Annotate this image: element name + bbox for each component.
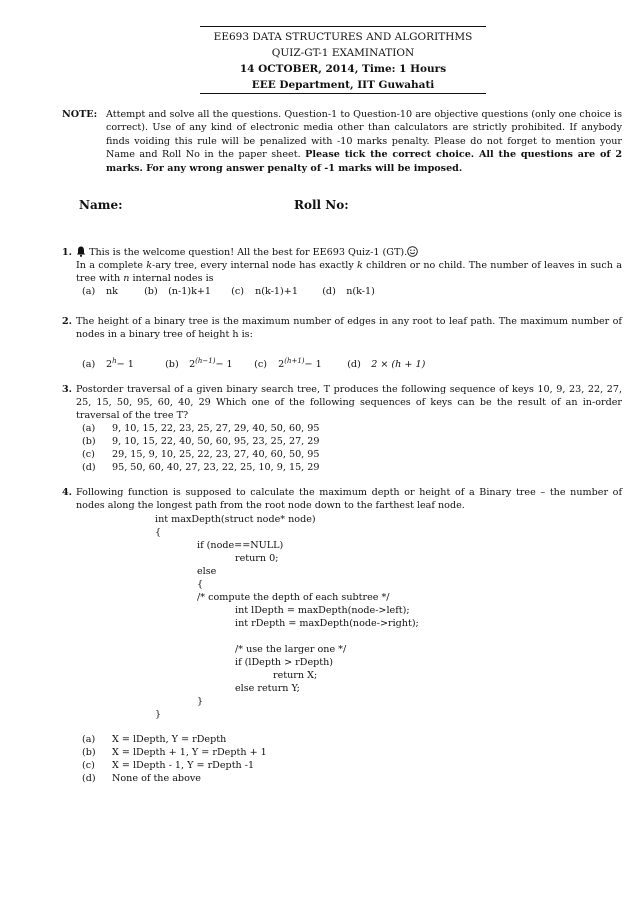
- question-1: [62, 246, 622, 298]
- option-text[interactable]: $2^{(h+1)}- 1$: [278, 357, 322, 371]
- option-label: (d): [82, 773, 96, 784]
- q1-text-part1: In a complete: [76, 260, 147, 271]
- code-line: {: [197, 579, 204, 590]
- option-label: (c): [82, 760, 95, 771]
- question-text: [76, 246, 622, 285]
- department: EEE Department, IIT Guwahati: [251, 79, 435, 91]
- question-4: [62, 486, 622, 512]
- code-line: }: [155, 709, 162, 720]
- list-item[interactable]: [82, 435, 622, 448]
- list-item[interactable]: [82, 772, 622, 785]
- note-text: Attempt and solve all the questions. Question-1 to Question-10 are objective questions (only one choice is correct). Use of any kind of electronic media other than calculators are strictly prohibited. If anybody finds voiding this rule will be penalized with -10 marks penalty. Please do not forget to mention your Name and Roll No in the paper sheet.: [106, 109, 622, 161]
- question-text: Following function is supposed to calculate the maximum depth or height of a Binary tree – the number of nodes along the longest path from the root node down to the farthest leaf node.: [76, 487, 622, 511]
- code-line: {: [155, 527, 162, 538]
- note-label: NOTE:: [62, 109, 98, 120]
- option-text[interactable]: n(k-1)+1: [255, 286, 298, 297]
- bell-icon: [76, 247, 86, 258]
- code-line: return 0;: [235, 553, 279, 564]
- q2-options: [82, 355, 622, 371]
- option-text: X = lDepth + 1, Y = rDepth + 1: [112, 747, 267, 758]
- q1-var-k2: k: [357, 260, 363, 271]
- list-item[interactable]: [82, 746, 622, 759]
- code-line: int rDepth = maxDepth(node->right);: [235, 618, 419, 629]
- question-number: 3.: [62, 384, 73, 395]
- option-label: (a): [82, 359, 96, 371]
- list-item[interactable]: [82, 733, 622, 746]
- option-label: (d): [347, 359, 361, 371]
- code-line: int maxDepth(struct node* node): [155, 514, 316, 525]
- option-text: X = lDepth, Y = rDepth: [112, 734, 227, 745]
- question-text: The height of a binary tree is the maximum number of edges in any root to leaf path. The maximum number of nodes in a binary tree of height h is:: [76, 316, 622, 340]
- question-text: Postorder traversal of a given binary search tree, T produces the following sequence of keys 10, 9, 23, 22, 27, 25, 15, 50, 95, 60, 40, 29 Which one of the following sequences of keys can be the result of an in-order traversal of the tree T?: [76, 384, 622, 421]
- option-text[interactable]: 2 × (h + 1): [371, 359, 426, 371]
- code-line: /* compute the depth of each subtree */: [197, 592, 390, 603]
- list-item[interactable]: [82, 759, 622, 772]
- code-line: else: [197, 566, 217, 577]
- option-label: (c): [254, 359, 267, 371]
- exam-date: 14 OCTOBER, 2014, Time: 1 Hours: [239, 63, 447, 75]
- q3-options: [82, 422, 622, 474]
- q1-text-part2: -ary tree, every internal node has exactly: [152, 260, 358, 271]
- question-number: 1.: [62, 247, 73, 258]
- option-text: None of the above: [112, 773, 201, 784]
- code-line: }: [197, 696, 204, 707]
- note-bold-text: Please tick the correct choice. All the questions are of 2 marks. For any wrong answer penalty of -1 marks will be imposed.: [106, 149, 622, 174]
- option-text: 95, 50, 60, 40, 27, 23, 22, 25, 10, 9, 15, 29: [112, 462, 320, 473]
- code-line: return X;: [273, 670, 318, 681]
- option-text[interactable]: (n-1)k+1: [168, 286, 212, 297]
- q4-options-block: [62, 733, 622, 785]
- code-line: /* use the larger one */: [235, 644, 347, 655]
- exam-title: QUIZ-GT-1 EXAMINATION: [271, 47, 415, 59]
- header-top-rule: [200, 26, 486, 27]
- welcome-text: This is the welcome question! All the best for EE693 Quiz-1 (GT).: [89, 247, 408, 258]
- option-text: 9, 10, 15, 22, 40, 50, 60, 95, 23, 25, 27, 29: [112, 436, 320, 447]
- option-text[interactable]: $2^h- 1$: [106, 357, 134, 371]
- option-label: (d): [82, 462, 96, 473]
- note-body: [106, 108, 622, 175]
- question-number: 2.: [62, 316, 73, 327]
- option-label: (a): [82, 423, 96, 434]
- code-line: else return Y;: [235, 683, 300, 694]
- q1-var-n: n: [123, 273, 130, 284]
- question-3: [62, 383, 622, 474]
- question-number: 4.: [62, 487, 73, 498]
- code-line: int lDepth = maxDepth(node->left);: [235, 605, 410, 616]
- code-line: if (lDepth > rDepth): [235, 657, 334, 668]
- option-label: (b): [82, 747, 96, 758]
- option-label: (a): [82, 286, 96, 297]
- option-label: (b): [82, 436, 96, 447]
- option-text[interactable]: n(k-1): [346, 286, 375, 297]
- instructions-note: [62, 108, 622, 175]
- option-label: (a): [82, 734, 96, 745]
- option-label: (b): [144, 286, 158, 297]
- list-item[interactable]: [82, 461, 622, 474]
- header-bottom-rule: [200, 93, 486, 94]
- code-block: [155, 513, 419, 721]
- course-title: EE693 DATA STRUCTURES AND ALGORITHMS: [213, 31, 473, 43]
- exam-header: [200, 26, 486, 94]
- option-label: (b): [165, 359, 179, 371]
- smiley-icon: [407, 247, 418, 258]
- option-text[interactable]: nk: [106, 286, 118, 297]
- roll-field-label: Roll No:: [294, 198, 349, 212]
- option-text: 29, 15, 9, 10, 25, 22, 23, 27, 40, 60, 50, 95: [112, 449, 320, 460]
- option-text: X = lDepth - 1, Y = rDepth -1: [112, 760, 255, 771]
- q4-options: [82, 733, 622, 785]
- list-item[interactable]: [82, 422, 622, 435]
- question-2: [62, 315, 622, 371]
- option-label: (d): [322, 286, 336, 297]
- option-label: (c): [231, 286, 244, 297]
- q1-text-part4: internal nodes is: [129, 273, 214, 284]
- list-item[interactable]: [82, 448, 622, 461]
- q1-text-part3: children or no child. The number of leaves in such a tree with: [76, 260, 622, 284]
- q1-options: [82, 285, 622, 298]
- code-line: if (node==NULL): [197, 540, 284, 551]
- name-field-label: Name:: [79, 198, 123, 212]
- q1-var-k: k: [146, 260, 153, 271]
- option-label: (c): [82, 449, 95, 460]
- option-text[interactable]: $2^{(h-1)}- 1$: [189, 357, 233, 371]
- option-text: 9, 10, 15, 22, 23, 25, 27, 29, 40, 50, 60, 95: [112, 423, 320, 434]
